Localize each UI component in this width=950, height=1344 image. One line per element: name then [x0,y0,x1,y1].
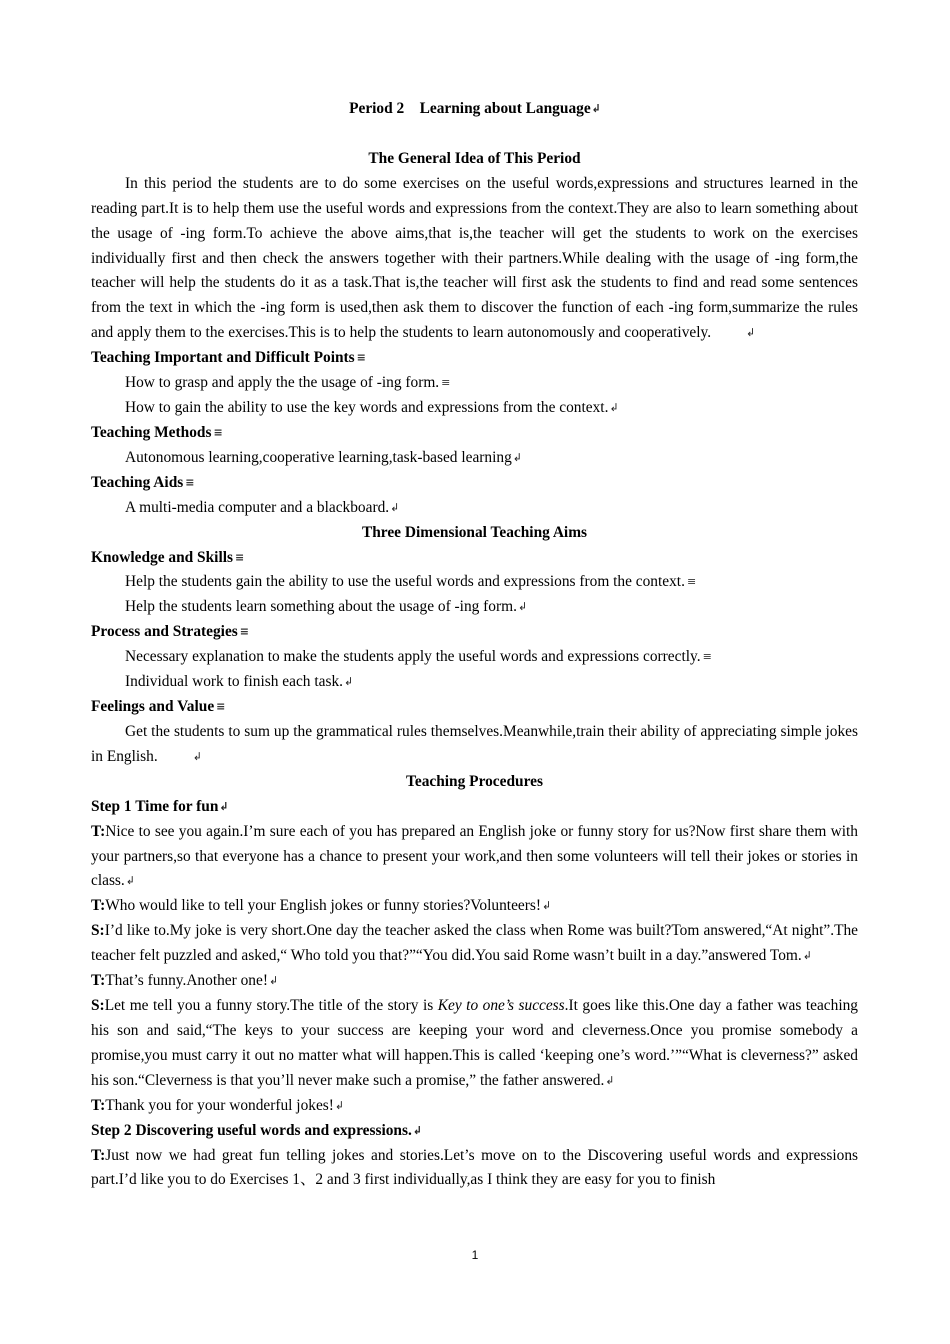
list-mark-icon: ≡ [702,650,712,664]
methods-body: Autonomous learning,cooperative learning,task-based learning↲ [91,446,858,471]
procedures-heading: Teaching Procedures [406,772,543,790]
step1-heading: Step 1 Time for fun↲ [91,795,858,820]
document-page [91,97,858,1193]
dialogue-line: T:Just now we had great fun telling jokes and stories.Let’s move on to the Discovering useful words and expressions part.I’d like you to do Exercises 1、2 and 3 first individually,as I think they are easy for you to finish [91,1146,858,1189]
methods-heading: Teaching Methods ≡ [91,421,858,446]
dialogue-line: T:Nice to see you again.I’m sure each of you has prepared an English joke or funny story for us?Now first share them with your partners,so that everyone has a chance to present your work,and then some volunteers will tell their jokes or stories in class.↲ [91,820,858,895]
list-mark-icon: ≡ [239,625,249,639]
aids-body: A multi-media computer and a blackboard.↲ [91,496,858,521]
paragraph-mark-icon: ↲ [390,500,399,514]
paragraph-mark-icon: ↲ [125,874,134,888]
dialogue-line: T:That’s funny.Another one!↲ [91,969,858,994]
blank-line [91,122,858,147]
page-title: Period 2 Learning about Language↲ [91,97,858,122]
list-mark-icon: ≡ [185,475,195,489]
page-number: 1 [471,1248,479,1262]
dialogue-line: T:Who would like to tell your English jokes or funny stories?Volunteers!↲ [91,894,858,919]
general-idea-heading: The General Idea of This Period [368,149,581,167]
paragraph-mark-icon: ↲ [268,974,278,988]
paragraph-mark-icon: ↲ [334,1098,344,1112]
knowledge-item: Help the students gain the ability to use the useful words and expressions from the context. ≡ [91,570,858,595]
list-mark-icon: ≡ [213,425,223,439]
list-mark-icon: ≡ [441,376,451,390]
paragraph-mark-icon: ↲ [517,600,527,614]
paragraph-mark-icon: ↲ [344,675,353,689]
aims-heading: Three Dimensional Teaching Aims [361,523,588,541]
paragraph-mark-icon: ↲ [609,401,618,415]
process-heading: Process and Strategies ≡ [91,620,858,645]
paragraph-mark-icon: ↲ [219,799,228,813]
important-point-item: How to grasp and apply the the usage of -ing form. ≡ [91,371,858,396]
paragraph-mark-icon: ↲ [541,899,551,913]
list-mark-icon: ≡ [234,550,245,564]
process-item: Individual work to finish each task.↲ [91,670,858,695]
paragraph-mark-icon: ↲ [512,450,521,464]
dialogue-line: T:Thank you for your wonderful jokes!↲ [91,1094,858,1119]
dialogue-line: S:I’d like to.My joke is very short.One day the teacher asked the class when Rome was built?Tom answered,“At night”.The teacher felt puzzled and asked,“ Who told you that?”“You did.You said Rome wasn’t built in a day.”answered Tom.↲ [91,919,858,969]
feelings-body: Get the students to sum up the grammatical rules themselves.Meanwhile,train their ability of appreciating simple jokes in English. ↲ [91,720,858,770]
important-point-item: How to gain the ability to use the key words and expressions from the context.↲ [91,396,858,421]
paragraph-mark-icon: ↲ [412,1123,422,1137]
knowledge-item: Help the students learn something about the usage of -ing form.↲ [91,595,858,620]
list-mark-icon: ≡ [686,575,697,589]
paragraph-mark-icon: ↲ [802,949,811,963]
paragraph-mark-icon: ↲ [591,102,600,116]
aids-heading: Teaching Aids ≡ [91,471,858,496]
important-points-heading: Teaching Important and Difficult Points ≡ [91,346,858,371]
feelings-heading: Feelings and Value ≡ [91,695,858,720]
knowledge-heading: Knowledge and Skills ≡ [91,546,858,571]
dialogue-line: S:Let me tell you a funny story.The title of the story is Key to one’s success.It goes like this.One day a father was teaching his son and said,“The keys to your success are keeping your word and cleverness.Once you promise somebody a promise,you must carry it out no matter what will happen.This is called ‘keeping one’s word.’”“What is cleverness?” asked his son.“Cleverness is that you’ll never make such a promise,” the father answered.↲ [91,994,858,1094]
paragraph-mark-icon: ↲ [192,749,201,763]
paragraph-mark-icon: ↲ [746,326,755,340]
general-idea-body: In this period the students are to do some exercises on the useful words,expressions and structures learned in the reading part.It is to help them use the useful words and expressions from the context.They are also to learn something about the usage of -ing form.To achieve the above aims,that is,the teacher will get the students to work on the exercises individually first and then check the answers together with their partners.While dealing with the usage of -ing form,the teacher will help the students do it as a task.That is,the teacher will first ask the students to find and read some sentences from the text in which the -ing form is used,then ask them to discover the function of each -ing form,summarize the rules and apply them to the exercises.This is to help the students to learn autonomously and cooperatively. ↲ [91,172,858,346]
list-mark-icon: ≡ [216,700,226,714]
step2-heading: Step 2 Discovering useful words and expressions.↲ [91,1119,858,1144]
process-item: Necessary explanation to make the students apply the useful words and expressions correctly. ≡ [91,645,858,670]
list-mark-icon: ≡ [356,351,366,365]
paragraph-mark-icon: ↲ [605,1073,614,1087]
